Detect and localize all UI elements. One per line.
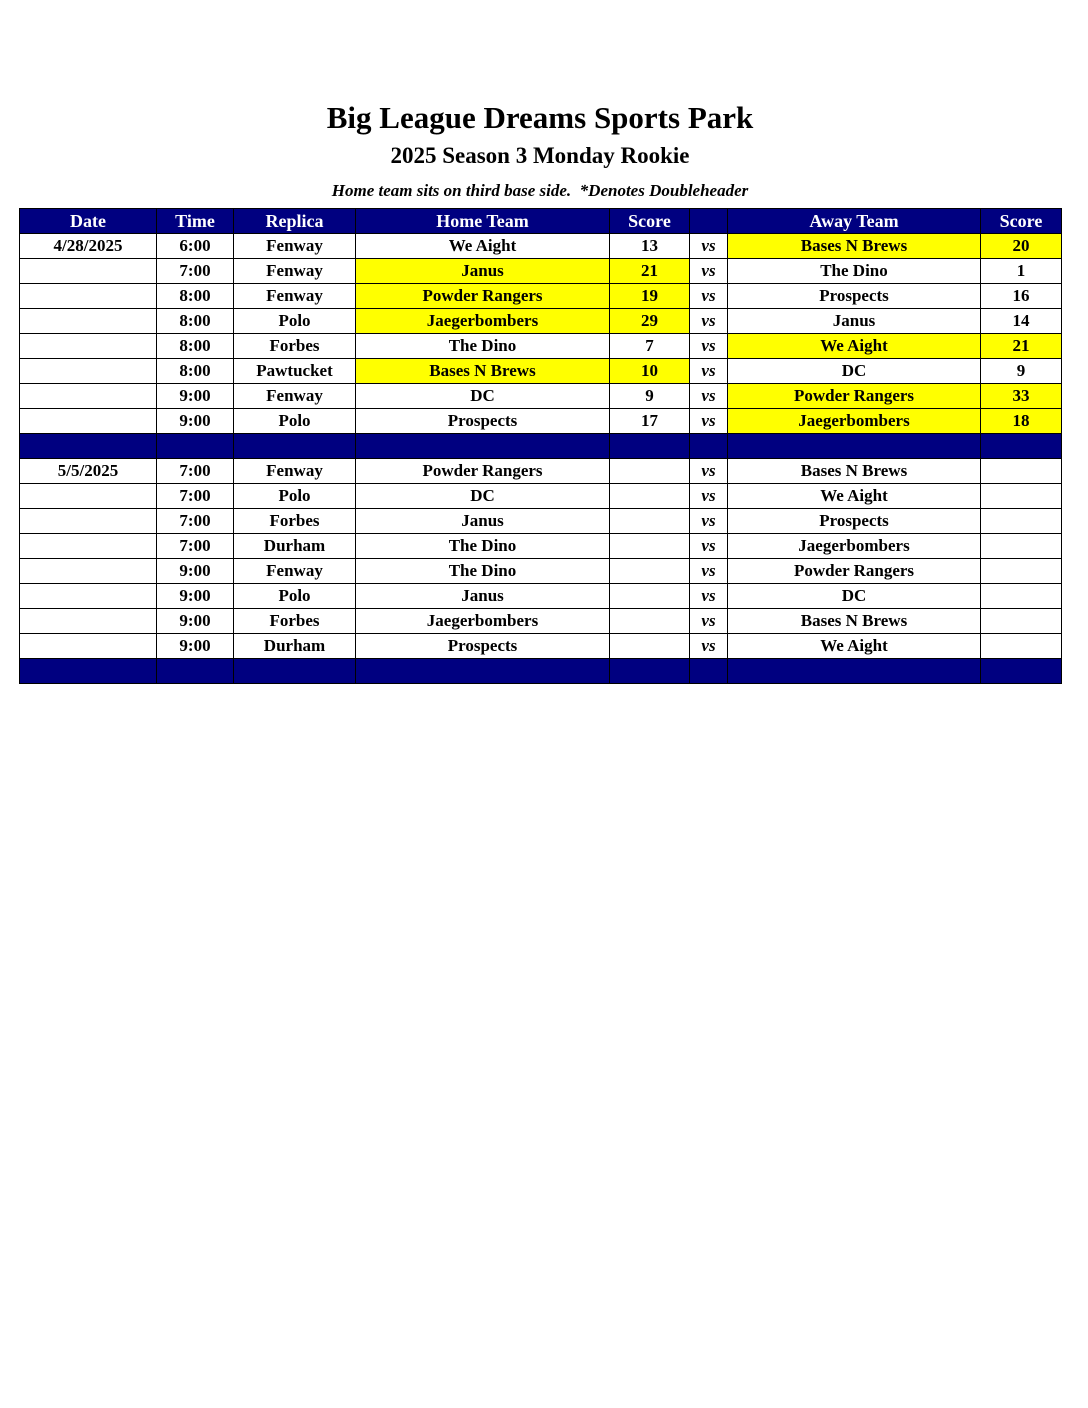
- date-cell: [20, 259, 157, 284]
- time-cell: 6:00: [157, 234, 234, 259]
- game-row: [20, 609, 1062, 634]
- away-team-cell: Powder Rangers: [728, 559, 981, 584]
- game-row: [20, 359, 1062, 384]
- separator-row: [20, 659, 1062, 684]
- home-team-cell: Jaegerbombers: [356, 609, 610, 634]
- home-score-cell: [610, 584, 690, 609]
- time-cell: 8:00: [157, 359, 234, 384]
- vs-cell: vs: [690, 459, 728, 484]
- home-score-cell: 10: [610, 359, 690, 384]
- game-row: [20, 534, 1062, 559]
- time-cell: 9:00: [157, 559, 234, 584]
- away-score-cell: [981, 559, 1062, 584]
- replica-cell: Polo: [234, 584, 356, 609]
- separator-cell: [157, 434, 234, 459]
- home-score-cell: 9: [610, 384, 690, 409]
- date-cell: [20, 559, 157, 584]
- time-cell: 9:00: [157, 634, 234, 659]
- away-score-cell: 21: [981, 334, 1062, 359]
- replica-cell: Fenway: [234, 234, 356, 259]
- home-team-cell: DC: [356, 384, 610, 409]
- vs-cell: vs: [690, 409, 728, 434]
- col-header-away-score: Score: [981, 209, 1062, 234]
- replica-cell: Polo: [234, 484, 356, 509]
- home-score-cell: 19: [610, 284, 690, 309]
- time-cell: 7:00: [157, 509, 234, 534]
- game-row: [20, 484, 1062, 509]
- separator-cell: [690, 659, 728, 684]
- schedule-note: Home team sits on third base side. *Denotes Doubleheader: [331, 181, 749, 200]
- date-cell: [20, 584, 157, 609]
- schedule-table: [19, 208, 1062, 684]
- replica-cell: Polo: [234, 309, 356, 334]
- home-score-cell: [610, 484, 690, 509]
- game-row: [20, 459, 1062, 484]
- separator-cell: [981, 659, 1062, 684]
- away-team-cell: Prospects: [728, 509, 981, 534]
- time-cell: 7:00: [157, 459, 234, 484]
- away-score-cell: [981, 484, 1062, 509]
- date-cell: [20, 384, 157, 409]
- date-cell: [20, 334, 157, 359]
- away-team-cell: Prospects: [728, 284, 981, 309]
- vs-cell: vs: [690, 309, 728, 334]
- separator-cell: [356, 659, 610, 684]
- away-team-cell: Bases N Brews: [728, 234, 981, 259]
- separator-cell: [610, 659, 690, 684]
- home-score-cell: [610, 534, 690, 559]
- time-cell: 8:00: [157, 284, 234, 309]
- away-team-cell: DC: [728, 584, 981, 609]
- time-cell: 8:00: [157, 309, 234, 334]
- vs-cell: vs: [690, 634, 728, 659]
- home-score-cell: 7: [610, 334, 690, 359]
- separator-cell: [728, 434, 981, 459]
- away-score-cell: 18: [981, 409, 1062, 434]
- table-header-row: [20, 209, 1062, 234]
- home-team-cell: Powder Rangers: [356, 459, 610, 484]
- away-team-cell: We Aight: [728, 634, 981, 659]
- col-header-away-team: Away Team: [728, 209, 981, 234]
- away-team-cell: Bases N Brews: [728, 459, 981, 484]
- home-team-cell: The Dino: [356, 559, 610, 584]
- home-score-cell: [610, 609, 690, 634]
- away-team-cell: We Aight: [728, 334, 981, 359]
- separator-row: [20, 434, 1062, 459]
- vs-cell: vs: [690, 584, 728, 609]
- vs-cell: vs: [690, 484, 728, 509]
- home-team-cell: Powder Rangers: [356, 284, 610, 309]
- away-score-cell: [981, 609, 1062, 634]
- replica-cell: Forbes: [234, 334, 356, 359]
- away-team-cell: Janus: [728, 309, 981, 334]
- schedule-body: [20, 234, 1062, 684]
- col-header-home-score: Score: [610, 209, 690, 234]
- home-score-cell: 21: [610, 259, 690, 284]
- game-row: [20, 284, 1062, 309]
- time-cell: 9:00: [157, 584, 234, 609]
- home-team-cell: Prospects: [356, 409, 610, 434]
- col-header-time: Time: [157, 209, 234, 234]
- away-team-cell: Powder Rangers: [728, 384, 981, 409]
- date-cell: [20, 284, 157, 309]
- vs-cell: vs: [690, 559, 728, 584]
- away-score-cell: [981, 634, 1062, 659]
- replica-cell: Pawtucket: [234, 359, 356, 384]
- date-cell: [20, 634, 157, 659]
- time-cell: 9:00: [157, 384, 234, 409]
- vs-cell: vs: [690, 234, 728, 259]
- vs-cell: vs: [690, 359, 728, 384]
- date-cell: [20, 509, 157, 534]
- date-cell: 5/5/2025: [20, 459, 157, 484]
- game-row: [20, 384, 1062, 409]
- replica-cell: Fenway: [234, 384, 356, 409]
- vs-cell: vs: [690, 334, 728, 359]
- away-team-cell: The Dino: [728, 259, 981, 284]
- separator-cell: [20, 434, 157, 459]
- page-subtitle: 2025 Season 3 Monday Rookie: [390, 143, 690, 168]
- away-score-cell: 33: [981, 384, 1062, 409]
- separator-cell: [610, 434, 690, 459]
- away-score-cell: [981, 459, 1062, 484]
- away-team-cell: Jaegerbombers: [728, 534, 981, 559]
- home-score-cell: [610, 634, 690, 659]
- separator-cell: [981, 434, 1062, 459]
- col-header-date: Date: [20, 209, 157, 234]
- time-cell: 9:00: [157, 409, 234, 434]
- away-score-cell: 9: [981, 359, 1062, 384]
- home-score-cell: [610, 559, 690, 584]
- away-score-cell: [981, 534, 1062, 559]
- away-team-cell: Jaegerbombers: [728, 409, 981, 434]
- home-score-cell: 17: [610, 409, 690, 434]
- replica-cell: Fenway: [234, 259, 356, 284]
- replica-cell: Fenway: [234, 284, 356, 309]
- col-header-replica: Replica: [234, 209, 356, 234]
- time-cell: 7:00: [157, 534, 234, 559]
- home-team-cell: Janus: [356, 509, 610, 534]
- page-title: Big League Dreams Sports Park: [326, 100, 754, 135]
- separator-cell: [157, 659, 234, 684]
- game-row: [20, 259, 1062, 284]
- home-team-cell: Janus: [356, 259, 610, 284]
- away-score-cell: 1: [981, 259, 1062, 284]
- home-team-cell: The Dino: [356, 534, 610, 559]
- vs-cell: vs: [690, 609, 728, 634]
- home-team-cell: Janus: [356, 584, 610, 609]
- vs-cell: vs: [690, 534, 728, 559]
- vs-cell: vs: [690, 259, 728, 284]
- separator-cell: [20, 659, 157, 684]
- away-team-cell: Bases N Brews: [728, 609, 981, 634]
- game-row: [20, 584, 1062, 609]
- home-score-cell: [610, 459, 690, 484]
- home-team-cell: Bases N Brews: [356, 359, 610, 384]
- replica-cell: Fenway: [234, 459, 356, 484]
- separator-cell: [234, 659, 356, 684]
- game-row: [20, 409, 1062, 434]
- time-cell: 7:00: [157, 259, 234, 284]
- replica-cell: Durham: [234, 634, 356, 659]
- replica-cell: Forbes: [234, 509, 356, 534]
- date-cell: [20, 359, 157, 384]
- date-cell: [20, 409, 157, 434]
- home-team-cell: The Dino: [356, 334, 610, 359]
- away-team-cell: We Aight: [728, 484, 981, 509]
- game-row: [20, 509, 1062, 534]
- away-score-cell: 14: [981, 309, 1062, 334]
- vs-cell: vs: [690, 284, 728, 309]
- replica-cell: Forbes: [234, 609, 356, 634]
- game-row: [20, 309, 1062, 334]
- date-cell: [20, 309, 157, 334]
- home-team-cell: Jaegerbombers: [356, 309, 610, 334]
- game-row: [20, 234, 1062, 259]
- home-score-cell: 13: [610, 234, 690, 259]
- time-cell: 7:00: [157, 484, 234, 509]
- vs-cell: vs: [690, 384, 728, 409]
- separator-cell: [356, 434, 610, 459]
- away-score-cell: [981, 584, 1062, 609]
- home-team-cell: We Aight: [356, 234, 610, 259]
- date-cell: [20, 534, 157, 559]
- game-row: [20, 634, 1062, 659]
- away-team-cell: DC: [728, 359, 981, 384]
- col-header-vs: [690, 209, 728, 234]
- date-cell: [20, 609, 157, 634]
- home-team-cell: DC: [356, 484, 610, 509]
- game-row: [20, 559, 1062, 584]
- date-cell: [20, 484, 157, 509]
- time-cell: 9:00: [157, 609, 234, 634]
- home-team-cell: Prospects: [356, 634, 610, 659]
- away-score-cell: [981, 509, 1062, 534]
- separator-cell: [234, 434, 356, 459]
- game-row: [20, 334, 1062, 359]
- col-header-home-team: Home Team: [356, 209, 610, 234]
- home-score-cell: [610, 509, 690, 534]
- away-score-cell: 20: [981, 234, 1062, 259]
- date-cell: 4/28/2025: [20, 234, 157, 259]
- replica-cell: Durham: [234, 534, 356, 559]
- separator-cell: [728, 659, 981, 684]
- separator-cell: [690, 434, 728, 459]
- time-cell: 8:00: [157, 334, 234, 359]
- replica-cell: Polo: [234, 409, 356, 434]
- away-score-cell: 16: [981, 284, 1062, 309]
- vs-cell: vs: [690, 509, 728, 534]
- replica-cell: Fenway: [234, 559, 356, 584]
- home-score-cell: 29: [610, 309, 690, 334]
